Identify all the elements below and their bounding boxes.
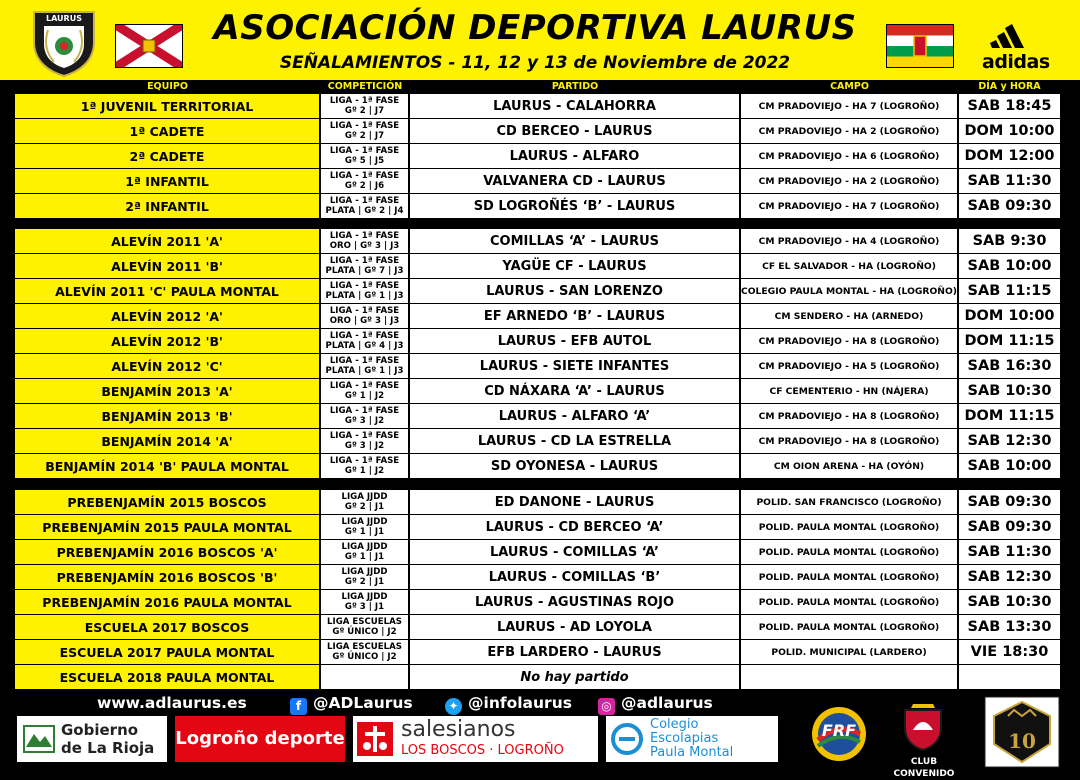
salesianos-text-2: LOS BOSCOS · LOGROÑO (401, 743, 564, 758)
competition-cell (321, 194, 409, 218)
col-header-competition: COMPETICIÓN (327, 81, 403, 92)
table-row (15, 540, 1060, 565)
venue-cell: CM PRADOVIEJO - HA 4 (LOGROÑO) (741, 229, 958, 253)
match-cell: CD NÁXARA ‘A’ - LAURUS (410, 379, 740, 403)
anniversary-text: 10 (1008, 729, 1036, 753)
team-cell: ESCUELA 2017 BOSCOS (15, 615, 320, 639)
match-cell: COMILLAS ‘A’ - LAURUS (410, 229, 740, 253)
logrono-text: Logroño deporte (175, 728, 345, 749)
competition-cell (321, 144, 409, 168)
competition-cell (321, 379, 409, 403)
datetime-cell: SAB 12:30 (959, 429, 1060, 453)
venue-cell: CF EL SALVADOR - HA (LOGROÑO) (741, 254, 958, 278)
match-cell: LAURUS - SIETE INFANTES (410, 354, 740, 378)
competition-group: Gº 3 | J1 (344, 602, 385, 612)
competition-group: Gº 3 | J2 (344, 441, 385, 451)
team-cell: BENJAMÍN 2013 'A' (15, 379, 320, 403)
competition-cell (321, 490, 409, 514)
venue-cell: CM PRADOVIEJO - HA 8 (LOGROÑO) (741, 329, 958, 353)
datetime-cell (959, 665, 1060, 689)
col-header-match: PARTIDO (551, 81, 599, 92)
competition-phase: LIGA - 1ª FASE (329, 255, 400, 266)
table-row (15, 590, 1060, 615)
salesianos-logo (353, 716, 598, 762)
datetime-cell: DOM 12:00 (959, 144, 1060, 168)
competition-group: PLATA | Gº 2 | J4 (325, 206, 404, 216)
table-row (15, 565, 1060, 590)
competition-group: Gº ÚNICO | J2 (332, 652, 397, 662)
competition-phase: LIGA JJDD (341, 566, 388, 577)
venue-cell: CF CEMENTERIO - HN (NÁJERA) (741, 379, 958, 403)
venue-cell: POLID. SAN FRANCISCO (LOGROÑO) (741, 490, 958, 514)
datetime-cell: SAB 10:30 (959, 590, 1060, 614)
competition-phase: LIGA - 1ª FASE (329, 305, 400, 316)
instagram-icon: ◎ (598, 698, 615, 715)
rioja-text-2: de La Rioja (61, 739, 155, 757)
competition-phase: LIGA - 1ª FASE (329, 230, 400, 241)
match-cell: CD BERCEO - LAURUS (410, 119, 740, 143)
escolapias-text-3: Paula Montal (650, 745, 734, 760)
competition-phase: LIGA - 1ª FASE (329, 455, 400, 466)
twitter-icon: ✦ (445, 698, 462, 715)
competition-cell (321, 94, 409, 118)
competition-cell (321, 354, 409, 378)
match-cell: LAURUS - ALFARO ‘A’ (410, 404, 740, 428)
competition-cell (321, 169, 409, 193)
match-cell: YAGÜE CF - LAURUS (410, 254, 740, 278)
team-cell: ALEVÍN 2011 'C' PAULA MONTAL (15, 279, 320, 303)
table-row (15, 229, 1060, 254)
page-title: ASOCIACIÓN DEPORTIVA LAURUS (213, 8, 857, 48)
table-row (15, 194, 1060, 219)
team-cell: BENJAMÍN 2014 'A' (15, 429, 320, 453)
competition-cell (321, 540, 409, 564)
competition-phase: LIGA - 1ª FASE (329, 120, 400, 131)
competition-group: PLATA | Gº 1 | J3 (325, 366, 404, 376)
team-cell: ALEVÍN 2012 'C' (15, 354, 320, 378)
venue-cell (741, 665, 958, 689)
match-cell: LAURUS - CALAHORRA (410, 94, 740, 118)
venue-cell: CM PRADOVIEJO - HA 7 (LOGROÑO) (741, 194, 958, 218)
competition-cell (321, 640, 409, 664)
team-cell: ESCUELA 2018 PAULA MONTAL (15, 665, 320, 689)
competition-phase: LIGA - 1ª FASE (329, 195, 400, 206)
match-cell: EF ARNEDO ‘B’ - LAURUS (410, 304, 740, 328)
anniversary-badge-icon (984, 696, 1060, 768)
table-row (15, 94, 1060, 119)
crest-text: LAURUS (46, 14, 82, 23)
venue-cell: CM PRADOVIEJO - HA 8 (LOGROÑO) (741, 404, 958, 428)
team-cell: PREBENJAMÍN 2016 BOSCOS 'B' (15, 565, 320, 589)
competition-cell (321, 404, 409, 428)
competition-cell (321, 279, 409, 303)
datetime-cell: SAB 10:30 (959, 379, 1060, 403)
table-row (15, 329, 1060, 354)
competition-cell (321, 229, 409, 253)
competition-cell (321, 119, 409, 143)
table-row (15, 515, 1060, 540)
competition-group: Gº 2 | J7 (344, 131, 385, 141)
datetime-cell: DOM 10:00 (959, 119, 1060, 143)
competition-cell (321, 254, 409, 278)
match-cell: LAURUS - CD LA ESTRELLA (410, 429, 740, 453)
team-cell: ESCUELA 2017 PAULA MONTAL (15, 640, 320, 664)
team-cell: PREBENJAMÍN 2016 PAULA MONTAL (15, 590, 320, 614)
competition-group: ORO | Gº 3 | J3 (329, 241, 400, 251)
team-cell: PREBENJAMÍN 2016 BOSCOS 'A' (15, 540, 320, 564)
datetime-cell: SAB 09:30 (959, 490, 1060, 514)
competition-group: Gº 2 | J6 (344, 181, 385, 191)
match-cell: LAURUS - SAN LORENZO (410, 279, 740, 303)
datetime-cell: SAB 16:30 (959, 354, 1060, 378)
datetime-cell: SAB 10:00 (959, 254, 1060, 278)
team-cell: 2ª CADETE (15, 144, 320, 168)
club-flag-icon (115, 24, 183, 68)
facebook-icon: f (290, 698, 307, 715)
venue-cell: POLID. PAULA MONTAL (LOGROÑO) (741, 615, 958, 639)
competition-group: Gº ÚNICO | J2 (332, 627, 397, 637)
table-row (15, 119, 1060, 144)
competition-cell (321, 565, 409, 589)
competition-group: Gº 1 | J1 (344, 552, 385, 562)
table-row (15, 454, 1060, 479)
competition-group: Gº 1 | J2 (344, 391, 385, 401)
venue-cell: CM PRADOVIEJO - HA 2 (LOGROÑO) (741, 119, 958, 143)
venue-cell: CM PRADOVIEJO - HA 2 (LOGROÑO) (741, 169, 958, 193)
escolapias-e-icon (610, 723, 644, 755)
rioja-mountains-icon (23, 725, 55, 753)
competition-group: Gº 2 | J1 (344, 502, 385, 512)
table-row (15, 404, 1060, 429)
datetime-cell: VIE 18:30 (959, 640, 1060, 664)
table-row (15, 490, 1060, 515)
adidas-wordmark: adidas (982, 51, 1050, 73)
team-cell: 2ª INFANTIL (15, 194, 320, 218)
club-convenido-label: CLUB CONVENIDO (893, 757, 955, 779)
escolapias-text-2: Escolapias (650, 731, 719, 746)
venue-cell: POLID. PAULA MONTAL (LOGROÑO) (741, 515, 958, 539)
match-cell: ED DANONE - LAURUS (410, 490, 740, 514)
club-crest-icon (30, 8, 98, 78)
match-cell: LAURUS - AGUSTINAS ROJO (410, 590, 740, 614)
col-header-datetime: DÍA y HORA (978, 81, 1041, 92)
competition-cell (321, 665, 409, 689)
instagram-handle[interactable] (598, 693, 713, 713)
venue-cell: CM PRADOVIEJO - HA 6 (LOGROÑO) (741, 144, 958, 168)
team-cell: ALEVÍN 2012 'A' (15, 304, 320, 328)
competition-group: Gº 2 | J7 (344, 106, 385, 116)
competition-phase: LIGA - 1ª FASE (329, 170, 400, 181)
competition-group: PLATA | Gº 1 | J3 (325, 291, 404, 301)
competition-phase: LIGA - 1ª FASE (329, 430, 400, 441)
venue-cell: COLEGIO PAULA MONTAL - HA (LOGROÑO) (741, 279, 958, 303)
facebook-text: @ADLaurus (313, 694, 413, 712)
table-row (15, 144, 1060, 169)
venue-cell: POLID. PAULA MONTAL (LOGROÑO) (741, 590, 958, 614)
competition-group: ORO | Gº 3 | J3 (329, 316, 400, 326)
competition-phase: LIGA - 1ª FASE (329, 145, 400, 156)
header (0, 0, 1080, 80)
datetime-cell: SAB 12:30 (959, 565, 1060, 589)
table-row (15, 169, 1060, 194)
datetime-cell: DOM 11:15 (959, 329, 1060, 353)
competition-phase: LIGA - 1ª FASE (329, 355, 400, 366)
escolapias-logo (606, 716, 778, 762)
datetime-cell: DOM 10:00 (959, 304, 1060, 328)
match-cell: SD OYONESA - LAURUS (410, 454, 740, 478)
team-cell: PREBENJAMÍN 2015 PAULA MONTAL (15, 515, 320, 539)
page-subtitle: SEÑALAMIENTOS - 11, 12 y 13 de Noviembre de 2022 (279, 53, 791, 73)
table-row (15, 279, 1060, 304)
datetime-cell: SAB 09:30 (959, 515, 1060, 539)
twitter-handle[interactable] (445, 693, 572, 713)
team-cell: ALEVÍN 2011 'B' (15, 254, 320, 278)
venue-cell: POLID. PAULA MONTAL (LOGROÑO) (741, 565, 958, 589)
venue-cell: CM OION ARENA - HA (OYÓN) (741, 454, 958, 478)
match-cell: LAURUS - EFB AUTOL (410, 329, 740, 353)
competition-cell (321, 454, 409, 478)
datetime-cell: SAB 10:00 (959, 454, 1060, 478)
table-row (15, 615, 1060, 640)
table-row (15, 379, 1060, 404)
datetime-cell: SAB 18:45 (959, 94, 1060, 118)
twitter-text: @infolaurus (468, 694, 572, 712)
venue-cell: POLID. PAULA MONTAL (LOGROÑO) (741, 540, 958, 564)
competition-phase: LIGA - 1ª FASE (329, 405, 400, 416)
competition-group: Gº 1 | J1 (344, 527, 385, 537)
table-row (15, 354, 1060, 379)
table-row (15, 640, 1060, 665)
adidas-stripes-icon (990, 22, 1034, 48)
venue-cell: CM PRADOVIEJO - HA 7 (LOGROÑO) (741, 94, 958, 118)
gobierno-la-rioja-logo (17, 716, 167, 762)
competition-phase: LIGA JJDD (341, 516, 388, 527)
instagram-text: @adlaurus (621, 694, 713, 712)
match-cell: LAURUS - COMILLAS ‘B’ (410, 565, 740, 589)
team-cell: 1ª JUVENIL TERRITORIAL (15, 94, 320, 118)
competition-phase: LIGA ESCUELAS (327, 616, 402, 627)
competition-phase: LIGA JJDD (341, 491, 388, 502)
datetime-cell: SAB 09:30 (959, 194, 1060, 218)
la-rioja-flag-icon (886, 24, 954, 68)
escolapias-text-1: Colegio (650, 717, 699, 732)
competition-cell (321, 515, 409, 539)
competition-group: PLATA | Gº 4 | J3 (325, 341, 404, 351)
rioja-text-1: Gobierno (61, 721, 139, 739)
competition-phase: LIGA - 1ª FASE (329, 330, 400, 341)
competition-group: PLATA | Gº 7 | J3 (325, 266, 404, 276)
competition-phase: LIGA - 1ª FASE (329, 280, 400, 291)
match-cell: LAURUS - CD BERCEO ‘A’ (410, 515, 740, 539)
competition-cell (321, 329, 409, 353)
datetime-cell: SAB 9:30 (959, 229, 1060, 253)
datetime-cell: SAB 11:15 (959, 279, 1060, 303)
venue-cell: CM PRADOVIEJO - HA 8 (LOGROÑO) (741, 429, 958, 453)
match-cell: LAURUS - ALFARO (410, 144, 740, 168)
datetime-cell: SAB 11:30 (959, 169, 1060, 193)
team-cell: BENJAMÍN 2014 'B' PAULA MONTAL (15, 454, 320, 478)
competition-group: Gº 3 | J2 (344, 416, 385, 426)
competition-phase: LIGA - 1ª FASE (329, 380, 400, 391)
adidas-logo (982, 22, 1050, 73)
competition-group: Gº 5 | J5 (344, 156, 385, 166)
col-header-venue: CAMPO (830, 81, 869, 92)
salesianos-emblem-icon (357, 722, 393, 756)
datetime-cell: SAB 13:30 (959, 615, 1060, 639)
competition-cell (321, 590, 409, 614)
table-row (15, 665, 1060, 690)
competition-group: Gº 1 | J2 (344, 466, 385, 476)
table-row (15, 304, 1060, 329)
match-cell: No hay partido (410, 665, 740, 689)
facebook-handle[interactable] (290, 693, 413, 713)
datetime-cell: SAB 11:30 (959, 540, 1060, 564)
competition-cell (321, 615, 409, 639)
match-cell: LAURUS - AD LOYOLA (410, 615, 740, 639)
venue-cell: CM PRADOVIEJO - HA 5 (LOGROÑO) (741, 354, 958, 378)
competition-cell (321, 429, 409, 453)
competition-phase: LIGA JJDD (341, 541, 388, 552)
team-cell: ALEVÍN 2011 'A' (15, 229, 320, 253)
team-cell: ALEVÍN 2012 'B' (15, 329, 320, 353)
team-cell: BENJAMÍN 2013 'B' (15, 404, 320, 428)
match-cell: EFB LARDERO - LAURUS (410, 640, 740, 664)
competition-phase: LIGA ESCUELAS (327, 641, 402, 652)
competition-group: Gº 2 | J1 (344, 577, 385, 587)
website-link[interactable]: www.adlaurus.es (97, 694, 247, 712)
venue-cell: CM SENDERO - HA (ARNEDO) (741, 304, 958, 328)
team-cell: PREBENJAMÍN 2015 BOSCOS (15, 490, 320, 514)
table-row (15, 254, 1060, 279)
competition-cell (321, 304, 409, 328)
frf-text: FRF (821, 721, 857, 740)
competition-phase: LIGA JJDD (341, 591, 388, 602)
competition-phase: LIGA - 1ª FASE (329, 95, 400, 106)
salesianos-text-1: salesianos (401, 717, 516, 742)
team-cell: 1ª INFANTIL (15, 169, 320, 193)
frf-federation-logo (800, 704, 878, 764)
datetime-cell: DOM 11:15 (959, 404, 1060, 428)
venue-cell: POLID. MUNICIPAL (LARDERO) (741, 640, 958, 664)
team-cell: 1ª CADETE (15, 119, 320, 143)
col-header-team: EQUIPO (147, 81, 188, 92)
osasuna-crest-icon (897, 700, 949, 752)
match-cell: SD LOGROÑÉS ‘B’ - LAURUS (410, 194, 740, 218)
logrono-deporte-logo (175, 716, 345, 762)
match-cell: VALVANERA CD - LAURUS (410, 169, 740, 193)
match-cell: LAURUS - COMILLAS ‘A’ (410, 540, 740, 564)
table-row (15, 429, 1060, 454)
